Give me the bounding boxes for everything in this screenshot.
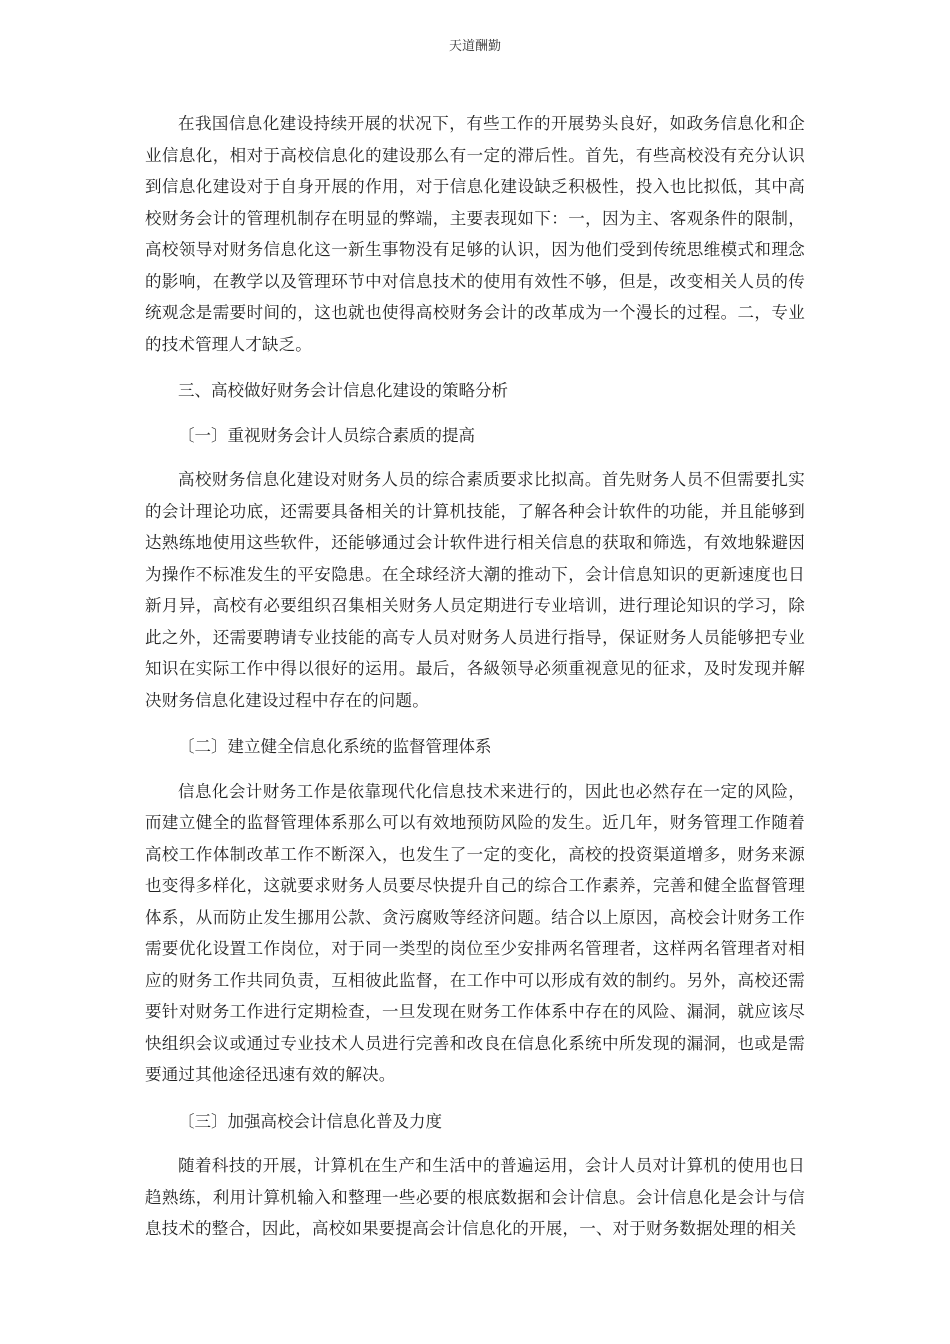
page-header xyxy=(0,38,950,56)
section-heading-strategy: 三、高校做好财务会计信息化建设的策略分析 xyxy=(178,381,508,400)
header-title: 天道酬勤 xyxy=(448,39,501,54)
subsection-heading-popularization: 〔三〕加强高校会计信息化普及力度 xyxy=(178,1111,442,1131)
paragraph-popularization: 随着科技的开展，计算机在生产和生活中的普遍运用，会计人员对计算机的使用也日趋熟练，利用计算机输入和整理一些必要的根底数据和会计信息。会计信息化是会计与信息技术的整合，因此，高校如果要提高会计信息化的开展，一、对于财务数据处理的相关 xyxy=(145,1156,805,1238)
document-body xyxy=(145,108,805,1245)
subsection-heading-staff-quality: 〔一〕重视财务会计人员综合素质的提高 xyxy=(178,425,475,445)
paragraph-supervision: 信息化会计财务工作是依靠现代化信息技术来进行的，因此也必然存在一定的风险，而建立健全的监督管理体系那么可以有效地预防风险的发生。近几年，财务管理工作随着高校工作体制改革工作不断深入，也发生了一定的变化，高校的投资渠道增多，财务来源也变得多样化，这就要求财务人员要尽快提升自己的综合工作素养，完善和健全监督管理体系，从而防止发生挪用公款、贪污腐败等经济问题。结合以上原因，高校会计财务工作需要优化设置工作岗位，对于同一类型的岗位至少安排两名管理者，这样两名管理者对相应的财务工作共同负责，互相彼此监督，在工作中可以形成有效的制约。另外，高校还需要针对财务工作进行定期检查，一旦发现在财务工作体系中存在的风险、漏洞，就应该尽快组织会议或通过专业技术人员进行完善和改良在信息化系统中所发现的漏洞，也或是需要通过其他途径迅速有效的解决。 xyxy=(145,781,805,1084)
subsection-heading-supervision: 〔二〕建立健全信息化系统的监督管理体系 xyxy=(178,737,492,756)
paragraph-intro: 在我国信息化建设持续开展的状况下，有些工作的开展势头良好，如政务信息化和企业信息化，相对于高校信息化的建设那么有一定的滞后性。首先，有些高校没有充分认识到信息化建设对于自身开展的作用，对于信息化建设缺乏积极性，投入也比拟低，其中高校财务会计的管理机制存在明显的弊端，主要表现如下：一，因为主、客观条件的限制，高校领导对财务信息化这一新生事物没有足够的认识，因为他们受到传统思维模式和理念的影响，在教学以及管理环节中对信息技术的使用有效性不够，但是，改变相关人员的传统观念是需要时间的，这也就也使得高校财务会计的改革成为一个漫长的过程。二，专业的技术管理人才缺乏。 xyxy=(145,114,805,354)
paragraph-staff-quality: 高校财务信息化建设对财务人员的综合素质要求比拟高。首先财务人员不但需要扎实的会计理论功底，还需要具备相关的计算机技能，了解各种会计软件的功能，并且能够到达熟练地使用这些软件，还能够通过会计软件进行相关信息的获取和筛选，有效地躲避因为操作不标准发生的平安隐患。在全球经济大潮的推动下，会计信息知识的更新速度也日新月异，高校有必要组织召集相关财务人员定期进行专业培训，进行理论知识的学习，除此之外，还需要聘请专业技能的高专人员对财务人员进行指导，保证财务人员能够把专业知识在实际工作中得以很好的运用。最后，各級领导必须重视意见的征求，及时发现并解决财务信息化建设过程中存在的问题。 xyxy=(145,470,805,710)
